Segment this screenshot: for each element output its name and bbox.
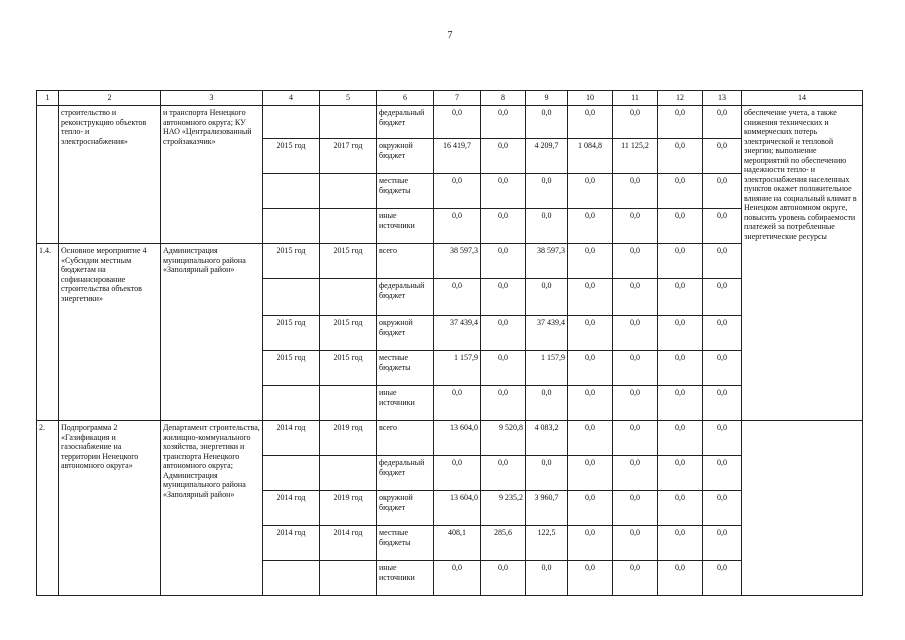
value-cell: 1 084,8 — [568, 139, 613, 174]
value-cell: 4 209,7 — [526, 139, 568, 174]
end-year-cell: 2015 год — [320, 316, 377, 351]
start-year-cell — [263, 279, 320, 316]
value-cell: 9 235,2 — [481, 491, 526, 526]
end-year-cell — [320, 456, 377, 491]
value-cell: 0,0 — [568, 491, 613, 526]
start-year-cell: 2014 год — [263, 526, 320, 561]
funding-source-cell: всего — [377, 421, 434, 456]
end-year-cell: 2019 год — [320, 421, 377, 456]
value-cell: 0,0 — [481, 351, 526, 386]
value-cell: 0,0 — [481, 174, 526, 209]
value-cell: 1 157,9 — [526, 351, 568, 386]
start-year-cell — [263, 386, 320, 421]
activity-name-cell: Подпрограмма 2 «Газификация и газоснабжение на территории Ненецкого автономного округа» — [59, 421, 161, 596]
program-table — [36, 90, 863, 596]
value-cell: 0,0 — [658, 209, 703, 244]
executor-cell: Администрация муниципального района «Заполярный район» — [161, 244, 263, 421]
value-cell: 0,0 — [526, 279, 568, 316]
column-number-row — [37, 91, 863, 106]
value-cell: 0,0 — [481, 316, 526, 351]
header-cell: 6 — [377, 91, 434, 106]
value-cell: 0,0 — [526, 561, 568, 596]
value-cell: 0,0 — [526, 209, 568, 244]
value-cell: 0,0 — [481, 209, 526, 244]
end-year-cell — [320, 561, 377, 596]
table-row — [37, 421, 863, 456]
funding-source-cell: местные бюджеты — [377, 526, 434, 561]
value-cell: 9 520,8 — [481, 421, 526, 456]
funding-source-cell: иные источники — [377, 561, 434, 596]
value-cell: 0,0 — [613, 421, 658, 456]
value-cell: 0,0 — [613, 106, 658, 139]
value-cell: 0,0 — [658, 174, 703, 209]
value-cell: 0,0 — [481, 106, 526, 139]
end-year-cell: 2014 год — [320, 526, 377, 561]
value-cell: 0,0 — [658, 244, 703, 279]
value-cell: 0,0 — [703, 351, 742, 386]
end-year-cell: 2015 год — [320, 244, 377, 279]
value-cell: 0,0 — [434, 561, 481, 596]
value-cell: 0,0 — [658, 491, 703, 526]
value-cell: 0,0 — [703, 561, 742, 596]
value-cell: 38 597,3 — [526, 244, 568, 279]
value-cell: 0,0 — [703, 526, 742, 561]
header-cell: 14 — [742, 91, 863, 106]
value-cell: 0,0 — [613, 351, 658, 386]
value-cell: 0,0 — [613, 491, 658, 526]
value-cell: 0,0 — [568, 351, 613, 386]
value-cell: 0,0 — [568, 244, 613, 279]
table-row — [37, 244, 863, 279]
value-cell: 408,1 — [434, 526, 481, 561]
value-cell: 3 960,7 — [526, 491, 568, 526]
value-cell: 0,0 — [568, 106, 613, 139]
header-cell: 9 — [526, 91, 568, 106]
value-cell: 0,0 — [481, 561, 526, 596]
funding-source-cell: иные источники — [377, 209, 434, 244]
value-cell: 0,0 — [568, 209, 613, 244]
value-cell: 0,0 — [613, 174, 658, 209]
value-cell: 1 157,9 — [434, 351, 481, 386]
end-year-cell — [320, 386, 377, 421]
expected-results-cell: обеспечение учета, а также снижения технических и коммерческих потерь электрической и тепловой энергии; выполнение мероприятий по обеспечению надежности тепло- и электроснабжения населенных пунктов окажет положительное влияние на социальный климат в Ненецком автономном округе, повысить уровень собираемости платежей за потребленные энергетические ресурсы — [742, 106, 863, 421]
value-cell: 0,0 — [568, 316, 613, 351]
funding-source-cell: иные источники — [377, 386, 434, 421]
value-cell: 0,0 — [703, 106, 742, 139]
start-year-cell — [263, 456, 320, 491]
value-cell: 0,0 — [703, 456, 742, 491]
value-cell: 0,0 — [703, 209, 742, 244]
header-cell: 3 — [161, 91, 263, 106]
end-year-cell — [320, 174, 377, 209]
end-year-cell — [320, 106, 377, 139]
funding-source-cell: окружной бюджет — [377, 491, 434, 526]
table-row — [37, 106, 863, 139]
value-cell: 0,0 — [434, 386, 481, 421]
end-year-cell: 2019 год — [320, 491, 377, 526]
funding-source-cell: окружной бюджет — [377, 316, 434, 351]
value-cell: 0,0 — [613, 561, 658, 596]
value-cell: 0,0 — [434, 106, 481, 139]
value-cell: 0,0 — [703, 139, 742, 174]
value-cell: 0,0 — [568, 386, 613, 421]
value-cell: 0,0 — [481, 244, 526, 279]
value-cell: 0,0 — [434, 279, 481, 316]
executor-cell: Департамент строительства, жилищно-коммунального хозяйства, энергетики и транспорта Ненецкого автономного округа; Администрация муниципального района «Заполярный район» — [161, 421, 263, 596]
value-cell: 0,0 — [703, 386, 742, 421]
header-cell: 5 — [320, 91, 377, 106]
value-cell: 0,0 — [703, 279, 742, 316]
start-year-cell: 2015 год — [263, 316, 320, 351]
header-cell: 7 — [434, 91, 481, 106]
end-year-cell — [320, 209, 377, 244]
end-year-cell: 2015 год — [320, 351, 377, 386]
value-cell: 0,0 — [703, 316, 742, 351]
value-cell: 0,0 — [568, 174, 613, 209]
value-cell: 0,0 — [568, 561, 613, 596]
value-cell: 4 083,2 — [526, 421, 568, 456]
funding-source-cell: всего — [377, 244, 434, 279]
end-year-cell: 2017 год — [320, 139, 377, 174]
value-cell: 0,0 — [613, 386, 658, 421]
value-cell: 0,0 — [658, 279, 703, 316]
header-cell: 12 — [658, 91, 703, 106]
funding-source-cell: федеральный бюджет — [377, 106, 434, 139]
header-cell: 11 — [613, 91, 658, 106]
value-cell: 0,0 — [658, 351, 703, 386]
value-cell: 0,0 — [658, 526, 703, 561]
value-cell: 0,0 — [526, 386, 568, 421]
value-cell: 0,0 — [613, 209, 658, 244]
value-cell: 11 125,2 — [613, 139, 658, 174]
value-cell: 0,0 — [658, 386, 703, 421]
value-cell: 0,0 — [568, 279, 613, 316]
value-cell: 0,0 — [434, 456, 481, 491]
value-cell: 0,0 — [658, 139, 703, 174]
value-cell: 0,0 — [658, 106, 703, 139]
value-cell: 0,0 — [613, 244, 658, 279]
value-cell: 0,0 — [703, 244, 742, 279]
value-cell: 0,0 — [568, 421, 613, 456]
row-number-cell: 2. — [37, 421, 59, 596]
value-cell: 0,0 — [703, 491, 742, 526]
value-cell: 0,0 — [703, 421, 742, 456]
value-cell: 13 604,0 — [434, 421, 481, 456]
header-cell: 10 — [568, 91, 613, 106]
expected-results-cell — [742, 421, 863, 596]
value-cell: 0,0 — [613, 456, 658, 491]
header-cell: 2 — [59, 91, 161, 106]
value-cell: 0,0 — [568, 526, 613, 561]
value-cell: 16 419,7 — [434, 139, 481, 174]
value-cell: 0,0 — [658, 456, 703, 491]
start-year-cell: 2014 год — [263, 421, 320, 456]
row-number-cell — [37, 106, 59, 244]
value-cell: 0,0 — [658, 421, 703, 456]
activity-name-cell: Основное мероприятие 4 «Субсидии местным бюджетам на софинансирование строительства объектов энергетики» — [59, 244, 161, 421]
start-year-cell — [263, 174, 320, 209]
value-cell: 285,6 — [481, 526, 526, 561]
value-cell: 0,0 — [703, 174, 742, 209]
executor-cell: и транспорта Ненецкого автономного округа; КУ НАО «Централизованный стройзаказчик» — [161, 106, 263, 244]
start-year-cell: 2015 год — [263, 139, 320, 174]
value-cell: 0,0 — [526, 456, 568, 491]
start-year-cell — [263, 106, 320, 139]
value-cell: 0,0 — [526, 106, 568, 139]
funding-source-cell: местные бюджеты — [377, 174, 434, 209]
start-year-cell: 2015 год — [263, 244, 320, 279]
value-cell: 0,0 — [481, 386, 526, 421]
value-cell: 0,0 — [658, 316, 703, 351]
header-cell: 8 — [481, 91, 526, 106]
start-year-cell: 2014 год — [263, 491, 320, 526]
value-cell: 0,0 — [613, 526, 658, 561]
row-number-cell: 1.4. — [37, 244, 59, 421]
value-cell: 0,0 — [434, 174, 481, 209]
value-cell: 0,0 — [481, 279, 526, 316]
end-year-cell — [320, 279, 377, 316]
start-year-cell: 2015 год — [263, 351, 320, 386]
value-cell: 38 597,3 — [434, 244, 481, 279]
header-cell: 4 — [263, 91, 320, 106]
value-cell: 0,0 — [658, 561, 703, 596]
start-year-cell — [263, 561, 320, 596]
activity-name-cell: строительство и реконструкцию объектов тепло- и электроснабжения» — [59, 106, 161, 244]
value-cell: 0,0 — [613, 279, 658, 316]
funding-source-cell: местные бюджеты — [377, 351, 434, 386]
value-cell: 0,0 — [481, 139, 526, 174]
value-cell: 0,0 — [481, 456, 526, 491]
value-cell: 37 439,4 — [526, 316, 568, 351]
value-cell: 0,0 — [526, 174, 568, 209]
value-cell: 0,0 — [434, 209, 481, 244]
start-year-cell — [263, 209, 320, 244]
page-number: 7 — [447, 30, 453, 41]
funding-source-cell: федеральный бюджет — [377, 456, 434, 491]
value-cell: 122,5 — [526, 526, 568, 561]
funding-source-cell: федеральный бюджет — [377, 279, 434, 316]
value-cell: 13 604,0 — [434, 491, 481, 526]
value-cell: 0,0 — [613, 316, 658, 351]
value-cell: 37 439,4 — [434, 316, 481, 351]
funding-source-cell: окружной бюджет — [377, 139, 434, 174]
value-cell: 0,0 — [568, 456, 613, 491]
header-cell: 1 — [37, 91, 59, 106]
header-cell: 13 — [703, 91, 742, 106]
